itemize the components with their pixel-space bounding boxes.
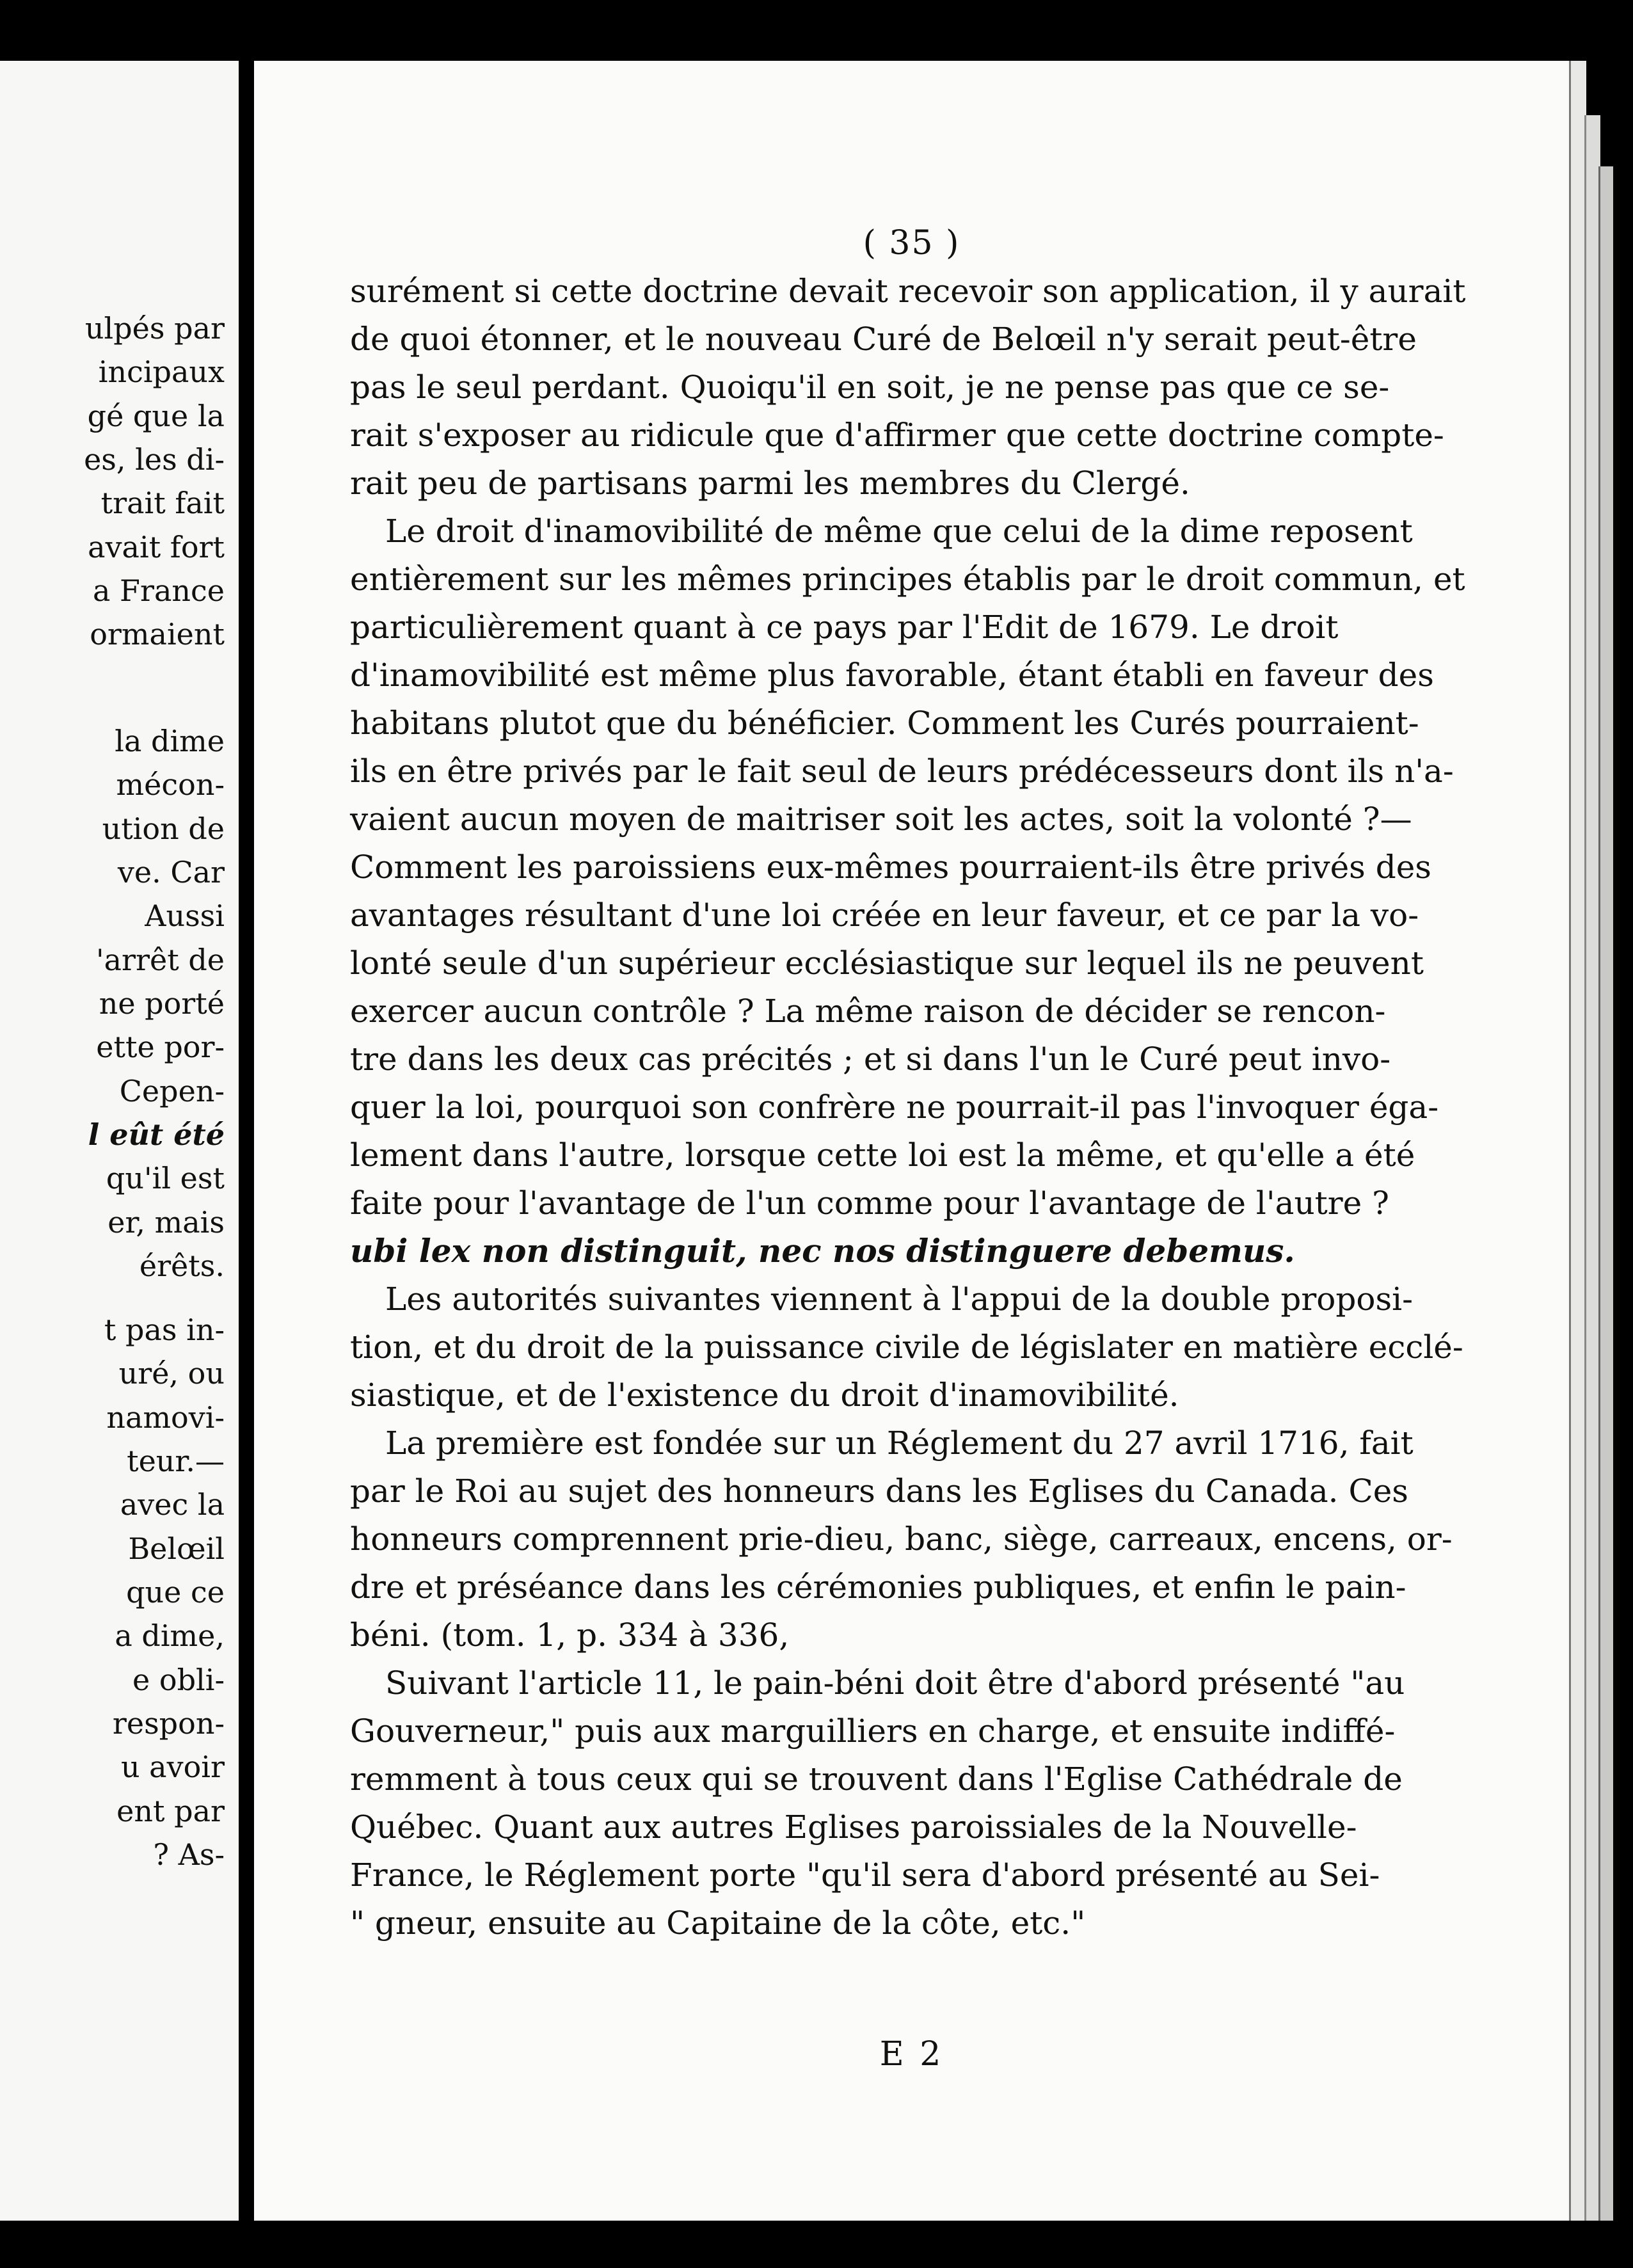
left-line: ution de <box>102 811 225 846</box>
left-line: la dime <box>115 724 225 758</box>
text-line: ils en être privés par le fait seul de leurs prédécesseurs dont ils n'a- <box>350 753 1454 790</box>
text-line: " gneur, ensuite au Capitaine de la côte, etc." <box>350 1905 1086 1942</box>
text-line: surément si cette doctrine devait recevoir son application, il y aurait <box>350 273 1466 310</box>
main-page <box>254 61 1569 2221</box>
text-line: béni. (tom. 1, p. 334 à 336, <box>350 1617 790 1654</box>
page-edge <box>1598 166 1613 2221</box>
left-line: es, les di- <box>84 442 225 477</box>
left-line: l eût été <box>88 1117 225 1152</box>
left-line: ne porté <box>99 986 225 1021</box>
text-line: quer la loi, pourquoi son confrère ne pourrait-il pas l'invoquer éga- <box>350 1089 1439 1126</box>
left-line: t pas in- <box>104 1313 225 1347</box>
left-line: teur.— <box>127 1444 225 1478</box>
left-line: ette por- <box>96 1030 225 1064</box>
left-line: ormaient <box>90 617 225 651</box>
text-line: dre et préséance dans les cérémonies publiques, et enfin le pain- <box>350 1569 1406 1606</box>
text-line: Les autorités suivantes viennent à l'appui de la double proposi- <box>385 1281 1414 1318</box>
left-line: respon- <box>112 1706 225 1741</box>
left-line: ulpés par <box>84 311 225 346</box>
text-line: Québec. Quant aux autres Eglises paroissiales de la Nouvelle- <box>350 1809 1357 1846</box>
left-line: Cepen- <box>119 1074 225 1108</box>
text-line: lonté seule d'un supérieur ecclésiastique sur lequel ils ne peuvent <box>350 945 1424 982</box>
text-line: siastique, et de l'existence du droit d'inamovibilité. <box>350 1377 1179 1414</box>
left-line: trait fait <box>100 486 225 520</box>
text-line: lement dans l'autre, lorsque cette loi est la même, et qu'elle a été <box>350 1137 1415 1174</box>
text-line: honneurs comprennent prie-dieu, banc, siège, carreaux, encens, or- <box>350 1521 1453 1558</box>
text-line: particulièrement quant à ce pays par l'Edit de 1679. Le droit <box>350 609 1339 646</box>
left-line: incipaux <box>98 355 225 389</box>
signature-mark: E 2 <box>879 2035 944 2073</box>
left-line: que ce <box>126 1575 225 1609</box>
left-line: érêts. <box>139 1249 225 1283</box>
text-line: vaient aucun moyen de maitriser soit les actes, soit la volonté ?— <box>350 801 1412 838</box>
page-edge <box>1569 61 1586 2221</box>
text-line: Comment les paroissiens eux-mêmes pourraient-ils être privés des <box>350 849 1431 886</box>
left-line: uré, ou <box>118 1356 225 1391</box>
left-line: gé que la <box>87 399 225 433</box>
text-line: avantages résultant d'une loi créée en leur faveur, et ce par la vo- <box>350 897 1419 934</box>
text-line: Suivant l'article 11, le pain-béni doit être d'abord présenté "au <box>385 1665 1405 1702</box>
text-line: de quoi étonner, et le nouveau Curé de Belœil n'y serait peut-être <box>350 321 1417 358</box>
text-line: faite pour l'avantage de l'un comme pour l'avantage de l'autre ? <box>350 1185 1389 1222</box>
text-line: pas le seul perdant. Quoiqu'il en soit, je ne pense pas que ce se- <box>350 369 1390 406</box>
left-line: ve. Car <box>117 855 225 890</box>
text-line: Gouverneur," puis aux marguilliers en charge, et ensuite indiffé- <box>350 1713 1396 1750</box>
left-line: er, mais <box>108 1205 225 1240</box>
left-line: avait fort <box>88 530 225 564</box>
left-line: Aussi <box>145 898 225 933</box>
left-line: qu'il est <box>106 1161 225 1195</box>
text-line: remment à tous ceux qui se trouvent dans l'Eglise Cathédrale de <box>350 1761 1403 1798</box>
text-line: d'inamovibilité est même plus favorable, étant établi en faveur des <box>350 657 1434 694</box>
text-line: France, le Réglement porte "qu'il sera d'abord présenté au Sei- <box>350 1857 1380 1894</box>
text-line: exercer aucun contrôle ? La même raison de décider se rencon- <box>350 993 1386 1030</box>
text-line: rait s'exposer au ridicule que d'affirmer que cette doctrine compte- <box>350 417 1444 454</box>
left-line: a France <box>93 573 225 608</box>
text-line: habitans plutot que du bénéficier. Comment les Curés pourraient- <box>350 705 1419 742</box>
book-gutter <box>239 61 254 2221</box>
page-number: ( 35 ) <box>863 224 960 262</box>
left-line: namovi- <box>106 1400 225 1435</box>
left-line: a dime, <box>115 1618 225 1653</box>
left-line: 'arrêt de <box>95 943 225 977</box>
text-line: entièrement sur les mêmes principes établis par le droit commun, et <box>350 561 1465 598</box>
left-page-fragment <box>0 61 239 2221</box>
text-line: par le Roi au sujet des honneurs dans les Eglises du Canada. Ces <box>350 1473 1408 1510</box>
left-line: e obli- <box>132 1663 225 1697</box>
text-line-italic: ubi lex non distinguit, nec nos distinguere debemus. <box>350 1232 1295 1270</box>
left-line: ent par <box>116 1794 225 1828</box>
text-line: tion, et du droit de la puissance civile de législater en matière ecclé- <box>350 1329 1463 1366</box>
text-line: rait peu de partisans parmi les membres du Clergé. <box>350 465 1190 502</box>
text-line: tre dans les deux cas précités ; et si dans l'un le Curé peut invo- <box>350 1041 1391 1078</box>
left-line: u avoir <box>120 1750 225 1784</box>
left-line: ? As- <box>153 1837 225 1872</box>
left-line: mécon- <box>116 767 225 802</box>
left-line: Belœil <box>128 1531 225 1566</box>
left-line: avec la <box>120 1487 225 1522</box>
text-line: Le droit d'inamovibilité de même que celui de la dime reposent <box>385 513 1413 550</box>
text-line: La première est fondée sur un Réglement du 27 avril 1716, fait <box>385 1425 1414 1462</box>
